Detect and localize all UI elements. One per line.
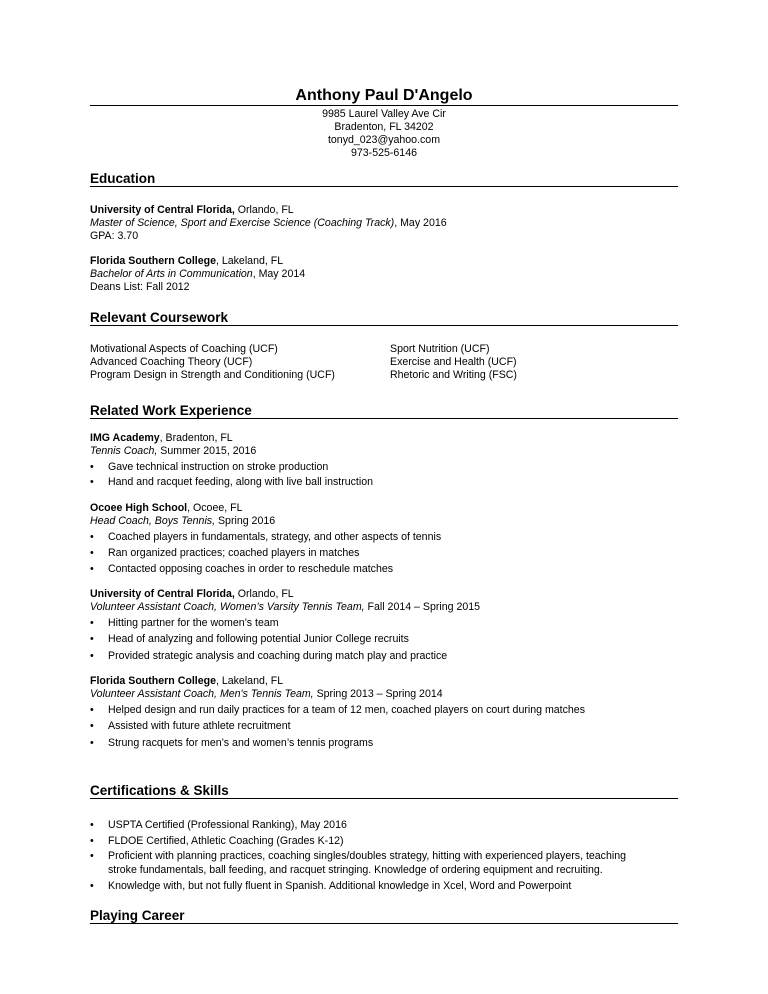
bullet: • — [90, 650, 94, 662]
job-4-org: Florida Southern College, Lakeland, FL — [90, 675, 284, 687]
header-rule — [90, 105, 678, 106]
job-1-bullet-2: Hand and racquet feeding, along with live ball instruction — [108, 476, 374, 488]
coursework-rule — [90, 325, 678, 326]
phone: 973-525-6146 — [351, 147, 417, 159]
playing-career-rule — [90, 923, 678, 924]
bullet: • — [90, 563, 94, 575]
bullet: • — [90, 633, 94, 645]
job-4-title: Volunteer Assistant Coach, Men's Tennis Team, Spring 2013 – Spring 2014 — [90, 688, 443, 700]
bullet: • — [90, 476, 94, 488]
bullet: • — [90, 704, 94, 716]
cert-item-2: FLDOE Certified, Athletic Coaching (Grades K-12) — [108, 835, 344, 847]
cert-item-1: USPTA Certified (Professional Ranking), May 2016 — [108, 819, 347, 831]
coursework-left-1: Motivational Aspects of Coaching (UCF) — [90, 343, 278, 355]
education-deans-list: Deans List: Fall 2012 — [90, 281, 190, 293]
job-3-bullet-3: Provided strategic analysis and coaching during match play and practice — [108, 650, 448, 662]
job-1-title: Tennis Coach, Summer 2015, 2016 — [90, 445, 257, 457]
bullet: • — [90, 737, 94, 749]
job-4-bullet-3: Strung racquets for men’s and women’s tennis programs — [108, 737, 374, 749]
cert-item-3: Proficient with planning practices, coaching singles/doubles strategy, hitting with experienced players, teaching — [108, 850, 627, 862]
job-3-bullet-2: Head of analyzing and following potential Junior College recruits — [108, 633, 409, 645]
job-4-bullet-2: Assisted with future athlete recruitment — [108, 720, 291, 732]
bullet: • — [90, 531, 94, 543]
bullet: • — [90, 617, 94, 629]
education-school-1: University of Central Florida, Orlando, FL — [90, 204, 294, 216]
job-2-bullet-3: Contacted opposing coaches in order to reschedule matches — [108, 563, 394, 575]
coursework-right-1: Sport Nutrition (UCF) — [390, 343, 490, 355]
experience-heading: Related Work Experience — [90, 403, 252, 418]
cert-item-3-continued: stroke fundamentals, ball feeding, and racquet stringing. Knowledge of ordering equipment and recruiting. — [108, 864, 603, 876]
education-degree-1: Master of Science, Sport and Exercise Science (Coaching Track), May 2016 — [90, 217, 447, 229]
education-school-2: Florida Southern College, Lakeland, FL — [90, 255, 284, 267]
job-2-bullet-1: Coached players in fundamentals, strategy, and other aspects of tennis — [108, 531, 442, 543]
education-heading: Education — [90, 171, 156, 186]
job-1-bullet-1: Gave technical instruction on stroke production — [108, 461, 329, 473]
bullet: • — [90, 547, 94, 559]
coursework-right-2: Exercise and Health (UCF) — [390, 356, 517, 368]
resume-name: Anthony Paul D'Angelo — [295, 87, 473, 104]
education-gpa: GPA: 3.70 — [90, 230, 139, 242]
bullet: • — [90, 880, 94, 892]
job-3-title: Volunteer Assistant Coach, Women’s Varsity Tennis Team, Fall 2014 – Spring 2015 — [90, 601, 481, 613]
coursework-left-3: Program Design in Strength and Conditioning (UCF) — [90, 369, 335, 381]
coursework-right-3: Rhetoric and Writing (FSC) — [390, 369, 517, 381]
experience-rule — [90, 418, 678, 419]
certifications-rule — [90, 798, 678, 799]
address-line-1: 9985 Laurel Valley Ave Cir — [322, 108, 446, 120]
bullet: • — [90, 835, 94, 847]
job-2-org: Ocoee High School, Ocoee, FL — [90, 502, 243, 514]
job-2-bullet-2: Ran organized practices; coached players in matches — [108, 547, 360, 559]
certifications-heading: Certifications & Skills — [90, 783, 229, 798]
job-2-title: Head Coach, Boys Tennis, Spring 2016 — [90, 515, 276, 527]
job-1-org: IMG Academy, Bradenton, FL — [90, 432, 233, 444]
playing-career-heading: Playing Career — [90, 908, 185, 923]
bullet: • — [90, 461, 94, 473]
coursework-left-2: Advanced Coaching Theory (UCF) — [90, 356, 253, 368]
bullet: • — [90, 819, 94, 831]
bullet: • — [90, 720, 94, 732]
cert-item-4: Knowledge with, but not fully fluent in Spanish. Additional knowledge in Xcel, Word and Powerpoint — [108, 880, 572, 892]
email: tonyd_023@yahoo.com — [327, 134, 441, 146]
bullet: • — [90, 850, 94, 862]
address-line-2: Bradenton, FL 34202 — [334, 121, 434, 133]
job-3-bullet-1: Hitting partner for the women’s team — [108, 617, 279, 629]
coursework-heading: Relevant Coursework — [90, 310, 229, 325]
job-3-org: University of Central Florida, Orlando, FL — [90, 588, 294, 600]
education-rule — [90, 186, 678, 187]
education-degree-2: Bachelor of Arts in Communication, May 2014 — [90, 268, 306, 280]
job-4-bullet-1: Helped design and run daily practices for a team of 12 men, coached players on court during matches — [108, 704, 585, 716]
